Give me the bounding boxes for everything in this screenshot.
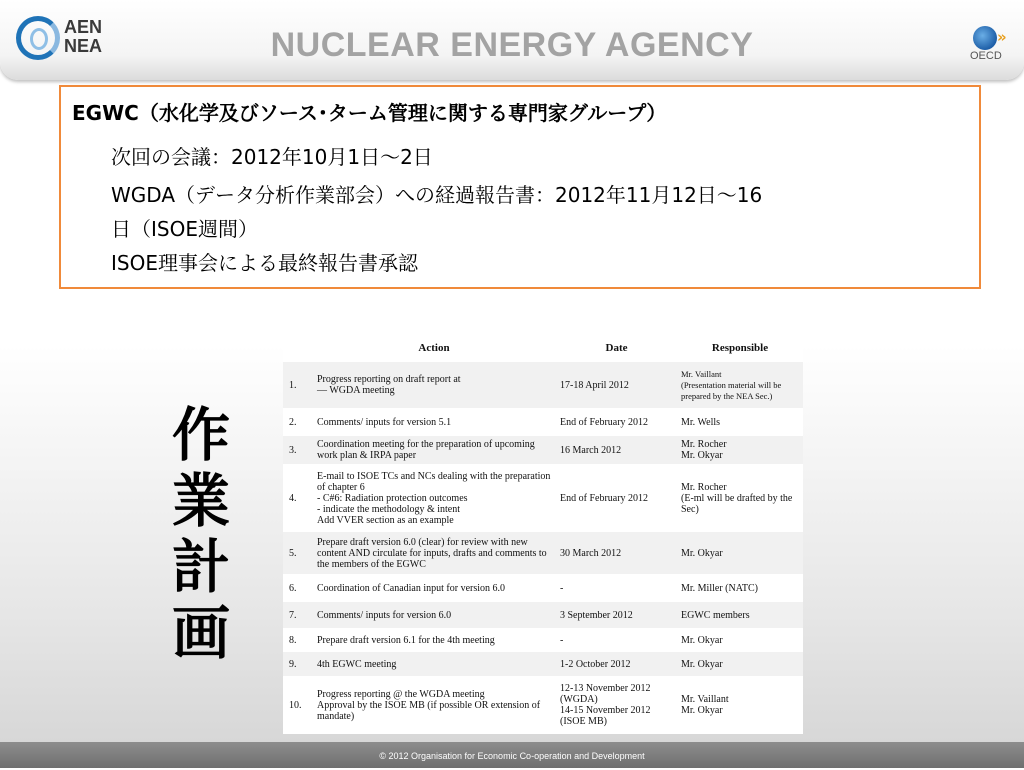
date-cell-text: - xyxy=(560,634,564,646)
vertical-char: 作 xyxy=(171,401,230,469)
responsible-cell-text: Mr. Okyar xyxy=(681,658,723,670)
agency-title: NUCLEAR ENERGY AGENCY xyxy=(270,26,754,64)
responsible-cell xyxy=(677,602,803,628)
date-cell xyxy=(556,676,677,734)
row-number xyxy=(283,408,312,436)
responsible-cell xyxy=(677,436,803,464)
date-cell xyxy=(556,574,677,602)
responsible-cell xyxy=(677,574,803,602)
action-cell xyxy=(312,532,556,574)
responsible-cell-text: Mr. Okyar xyxy=(681,547,723,559)
row-number xyxy=(283,464,312,532)
date-cell xyxy=(556,628,677,652)
date-cell xyxy=(556,652,677,676)
oecd-label: OECD xyxy=(970,50,1002,62)
action-cell-text: Coordination of Canadian input for version 6.0 xyxy=(317,582,506,594)
row-number xyxy=(283,652,312,676)
vertical-char: 業 xyxy=(171,467,230,535)
table-row xyxy=(283,602,803,628)
action-cell xyxy=(312,464,556,532)
row-number xyxy=(283,628,312,652)
date-cell xyxy=(556,436,677,464)
responsible-cell-text: EGWC members xyxy=(681,609,750,621)
responsible-cell-text: Mr. Okyar xyxy=(681,634,723,646)
row-number xyxy=(283,362,312,408)
row-number-text: 6. xyxy=(289,582,297,594)
row-number xyxy=(283,602,312,628)
action-cell-text: Progress reporting on draft report at — WGDA meeting xyxy=(317,374,461,396)
row-number-text: 1. xyxy=(289,379,297,391)
date-cell-text: End of February 2012 xyxy=(560,416,649,428)
responsible-cell-text: Mr. Rocher Mr. Okyar xyxy=(681,439,727,461)
action-cell-text: Comments/ inputs for version 6.0 xyxy=(317,609,452,621)
work-plan-vertical-title xyxy=(168,402,234,666)
date-cell xyxy=(556,464,677,532)
copyright-text: © 2012 Organisation for Economic Co-operation and Development xyxy=(379,751,645,761)
footer-bar xyxy=(0,742,1024,768)
row-number-text: 4. xyxy=(289,492,297,504)
row-number-text: 8. xyxy=(289,634,297,646)
row-number-text: 10. xyxy=(289,699,302,711)
action-cell xyxy=(312,676,556,734)
action-cell xyxy=(312,408,556,436)
responsible-cell xyxy=(677,676,803,734)
table-row xyxy=(283,408,803,436)
row-number xyxy=(283,676,312,734)
date-cell-text: 3 September 2012 xyxy=(560,609,633,621)
action-cell xyxy=(312,602,556,628)
date-cell-text: 16 March 2012 xyxy=(560,444,622,456)
date-cell-text: - xyxy=(560,582,564,594)
header-action: Action xyxy=(418,341,450,354)
responsible-cell xyxy=(677,628,803,652)
row-number xyxy=(283,532,312,574)
responsible-cell-text: Mr. Vaillant (Presentation material will be prepared by the NEA Sec.) xyxy=(681,368,782,401)
table-row xyxy=(283,676,803,734)
action-cell-text: Coordination meeting for the preparation of upcoming work plan & IRPA paper xyxy=(317,439,535,461)
responsible-cell-text: Mr. Miller (NATC) xyxy=(681,582,758,594)
table-row xyxy=(283,362,803,408)
action-cell-text: Prepare draft version 6.0 (clear) for review with new content AND circulate for inputs, drafts and comments to the members of the EGWC xyxy=(317,536,547,570)
table-row xyxy=(283,652,803,676)
table-row xyxy=(283,628,803,652)
vertical-char: 画 xyxy=(171,599,230,667)
action-cell-text: E-mail to ISOE TCs and NCs dealing with the preparation of chapter 6 - C#6: Radiation protection outcomes - indicate the methodology & intent Add VVER section as an example xyxy=(317,470,551,526)
globe-icon xyxy=(973,26,997,50)
date-cell-text: 1-2 October 2012 xyxy=(560,658,631,670)
action-cell xyxy=(312,362,556,408)
action-cell-text: Progress reporting @ the WGDA meeting Approval by the ISOE MB (if possible OR extension of mandate) xyxy=(317,688,541,722)
action-cell-text: Comments/ inputs for version 5.1 xyxy=(317,416,452,428)
table-row xyxy=(283,464,803,532)
responsible-cell-text: Mr. Rocher (E-ml will be drafted by the Sec) xyxy=(681,481,793,515)
action-cell-text: Prepare draft version 6.1 for the 4th meeting xyxy=(317,634,495,646)
responsible-cell xyxy=(677,464,803,532)
responsible-cell-text: Mr. Wells xyxy=(681,416,721,428)
action-table xyxy=(283,334,803,734)
chevron-icon: » xyxy=(997,28,1007,46)
date-cell-text: 17-18 April 2012 xyxy=(560,379,629,391)
row-number xyxy=(283,574,312,602)
table-body xyxy=(283,362,803,734)
header-responsible: Responsible xyxy=(711,341,769,354)
isoe-week-line: 日（ISOE週間） xyxy=(111,217,258,241)
date-cell xyxy=(556,532,677,574)
header-bar xyxy=(0,0,1024,80)
date-cell-text: End of February 2012 xyxy=(560,492,649,504)
responsible-cell xyxy=(677,532,803,574)
row-number xyxy=(283,436,312,464)
date-cell-text: 30 March 2012 xyxy=(560,547,622,559)
action-cell xyxy=(312,436,556,464)
board-approval-line: ISOE理事会による最終報告書承認 xyxy=(111,251,418,275)
row-number-text: 5. xyxy=(289,547,297,559)
responsible-cell-text: Mr. Vaillant Mr. Okyar xyxy=(681,694,729,716)
responsible-cell xyxy=(677,408,803,436)
action-cell xyxy=(312,628,556,652)
action-cell xyxy=(312,652,556,676)
date-cell xyxy=(556,602,677,628)
table-row xyxy=(283,436,803,464)
date-cell-text: 12-13 November 2012 (WGDA) 14-15 November 2012 (ISOE MB) xyxy=(560,683,651,727)
date-cell xyxy=(556,362,677,408)
row-number-text: 7. xyxy=(289,609,297,621)
row-number-text: 3. xyxy=(289,444,297,456)
logo-line-aen: AEN xyxy=(64,17,103,37)
info-textbox xyxy=(59,85,981,289)
vertical-char: 計 xyxy=(171,533,230,601)
logo-line-nea: NEA xyxy=(64,36,103,56)
action-cell xyxy=(312,574,556,602)
wgda-report-line: WGDA（データ分析作業部会）への経過報告書：2012年11月12日～16 xyxy=(111,183,763,207)
date-cell xyxy=(556,408,677,436)
oecd-logo xyxy=(970,26,1010,66)
table-row xyxy=(283,532,803,574)
next-meeting-line: 次回の会議：2012年10月1日～2日 xyxy=(111,145,433,169)
table-header xyxy=(283,334,803,362)
table-row xyxy=(283,574,803,602)
header-num xyxy=(283,334,312,362)
header-date: Date xyxy=(605,341,628,354)
responsible-cell xyxy=(677,362,803,408)
action-cell-text: 4th EGWC meeting xyxy=(317,658,397,670)
responsible-cell xyxy=(677,652,803,676)
row-number-text: 2. xyxy=(289,416,297,428)
row-number-text: 9. xyxy=(289,658,297,670)
egwc-heading: EGWC（水化学及びソース･ターム管理に関する専門家グループ） xyxy=(72,101,667,125)
